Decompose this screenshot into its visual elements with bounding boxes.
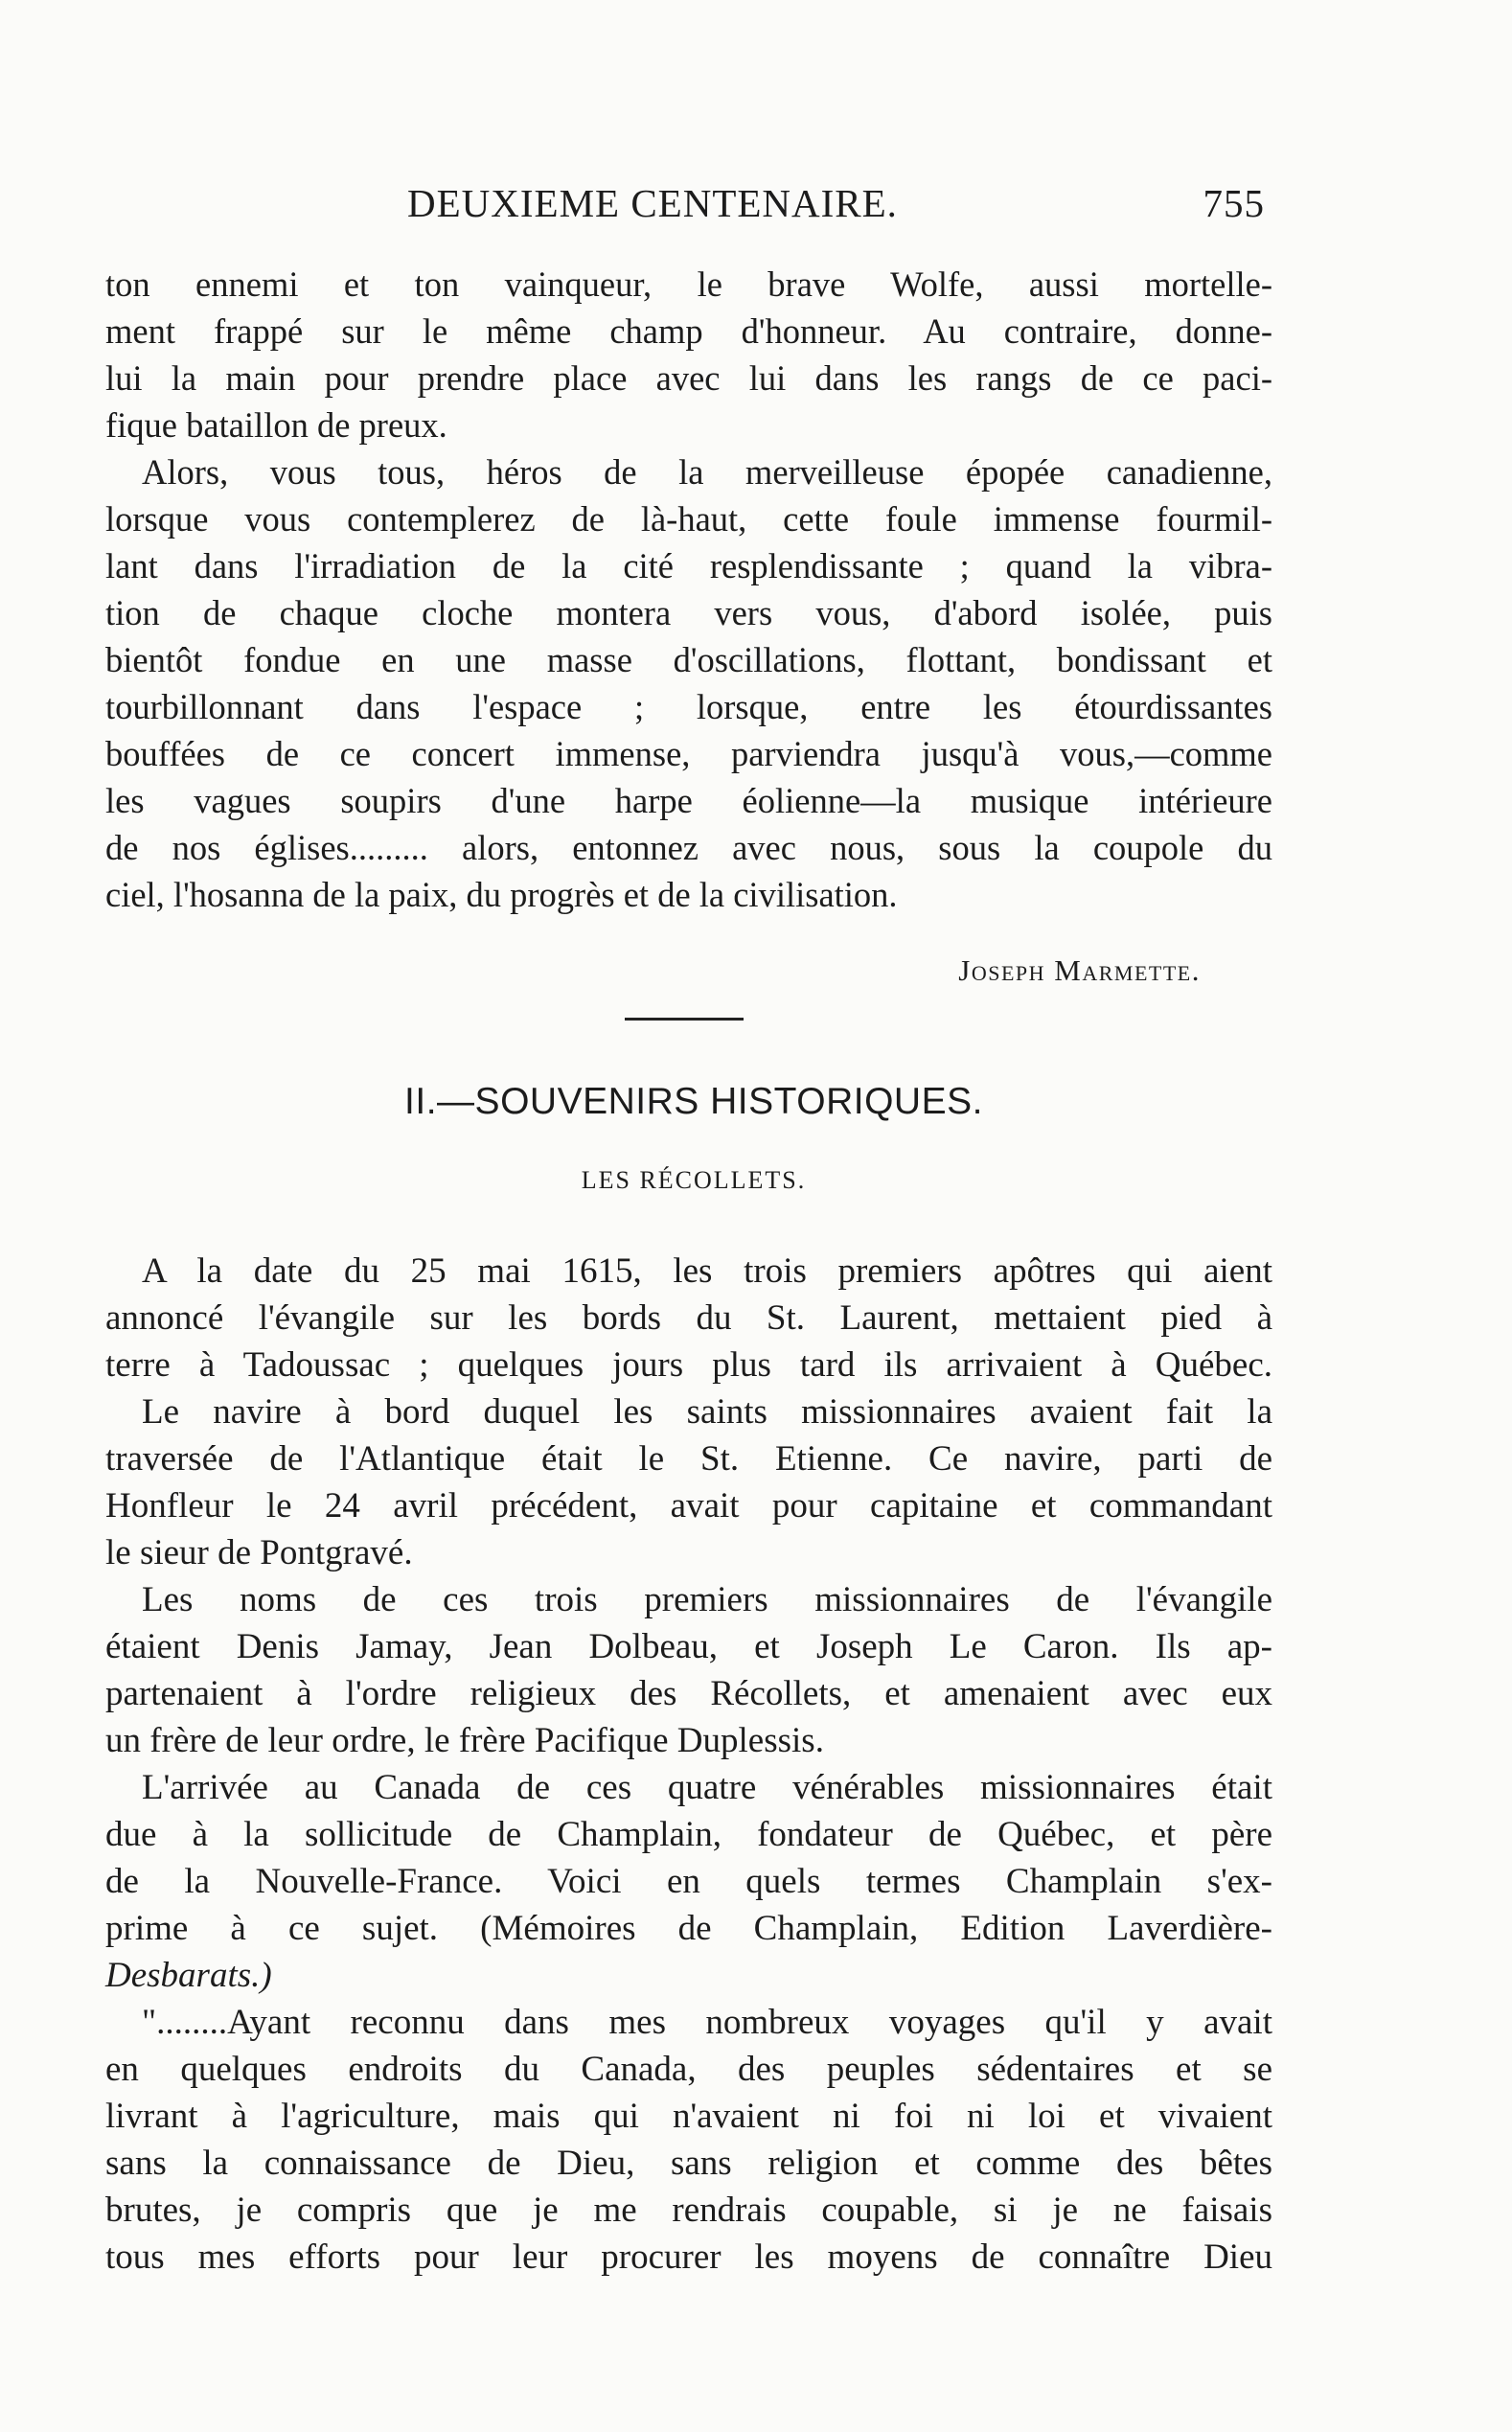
text-line: partenaient à l'ordre religieux des Récollets, et amenaient avec eux xyxy=(105,1674,1272,1713)
recollets-text xyxy=(105,1248,1272,2281)
text-line: "........Ayant reconnu dans mes nombreux voyages qu'il y avait xyxy=(142,2003,1272,2042)
running-title: DEUXIEME CENTENAIRE. xyxy=(407,181,898,225)
text-line: brutes, je compris que je me rendrais coupable, si je ne faisais xyxy=(105,2191,1272,2230)
closing-text xyxy=(105,261,1272,918)
section-title: II.—SOUVENIRS HISTORIQUES. xyxy=(404,1081,983,1122)
text-line: de la Nouvelle-France. Voici en quels termes Champlain s'ex- xyxy=(105,1862,1272,1901)
text-line: le sieur de Pontgravé. xyxy=(105,1533,413,1572)
text-line: en quelques endroits du Canada, des peuples sédentaires et se xyxy=(105,2050,1272,2089)
text-line: lant dans l'irradiation de la cité resplendissante ; quand la vibra- xyxy=(105,546,1272,585)
text-line: tion de chaque cloche montera vers vous, d'abord isolée, puis xyxy=(105,593,1272,632)
text-line: L'arrivée au Canada de ces quatre vénérables missionnaires était xyxy=(142,1768,1272,1807)
text-line: fique bataillon de preux. xyxy=(105,405,447,445)
text-line: A la date du 25 mai 1615, les trois premiers apôtres qui aient xyxy=(142,1251,1272,1291)
text-line: Le navire à bord duquel les saints missionnaires avaient fait la xyxy=(142,1392,1272,1432)
text-line: les vagues soupirs d'une harpe éolienne—la musique intérieure xyxy=(105,781,1272,820)
text-line: livrant à l'agriculture, mais qui n'avaient ni foi ni loi et vivaient xyxy=(105,2097,1272,2136)
text-line: Desbarats.) xyxy=(105,1956,272,1995)
page-number: 755 xyxy=(1203,181,1265,225)
text-line: ciel, l'hosanna de la paix, du progrès et de la civilisation. xyxy=(105,875,898,914)
text-line: un frère de leur ordre, le frère Pacifique Duplessis. xyxy=(105,1721,824,1760)
text-line: bientôt fondue en une masse d'oscillations, flottant, bondissant et xyxy=(105,640,1272,679)
text-line: traversée de l'Atlantique était le St. Etienne. Ce navire, parti de xyxy=(105,1439,1272,1479)
text-line: Alors, vous tous, héros de la merveilleuse épopée canadienne, xyxy=(142,452,1272,492)
text-line: sans la connaissance de Dieu, sans religion et comme des bêtes xyxy=(105,2144,1272,2183)
text-line: terre à Tadoussac ; quelques jours plus tard ils arrivaient à Québec. xyxy=(105,1345,1272,1385)
text-line: lorsque vous contemplerez de là-haut, cette foule immense fourmil- xyxy=(105,499,1272,539)
text-line: prime à ce sujet. (Mémoires de Champlain, Edition Laverdière- xyxy=(105,1909,1272,1948)
page-header xyxy=(105,180,1265,238)
text-line: de nos églises......... alors, entonnez avec nous, sous la coupole du xyxy=(105,828,1272,867)
text-line: ment frappé sur le même champ d'honneur. Au contraire, donne- xyxy=(105,311,1272,351)
text-line: tous mes efforts pour leur procurer les moyens de connaître Dieu xyxy=(105,2237,1272,2277)
text-line: Les noms de ces trois premiers missionnaires de l'évangile xyxy=(142,1580,1272,1619)
author-signature: Joseph Marmette. xyxy=(958,953,1201,987)
text-line: étaient Denis Jamay, Jean Dolbeau, et Joseph Le Caron. Ils ap- xyxy=(105,1627,1272,1666)
section-subtitle: LES RÉCOLLETS. xyxy=(581,1166,807,1194)
text-line: bouffées de ce concert immense, parviendra jusqu'à vous,—comme xyxy=(105,734,1272,773)
text-line: annoncé l'évangile sur les bords du St. Laurent, mettaient pied à xyxy=(105,1298,1272,1338)
text-line: lui la main pour prendre place avec lui dans les rangs de ce paci- xyxy=(105,358,1272,398)
text-line: tourbillonnant dans l'espace ; lorsque, entre les étourdissantes xyxy=(105,687,1272,726)
text-line: due à la sollicitude de Champlain, fondateur de Québec, et père xyxy=(105,1815,1272,1854)
section-divider xyxy=(625,1018,744,1021)
text-line: Honfleur le 24 avril précédent, avait pour capitaine et commandant xyxy=(105,1486,1272,1526)
text-line: ton ennemi et ton vainqueur, le brave Wolfe, aussi mortelle- xyxy=(105,264,1272,304)
